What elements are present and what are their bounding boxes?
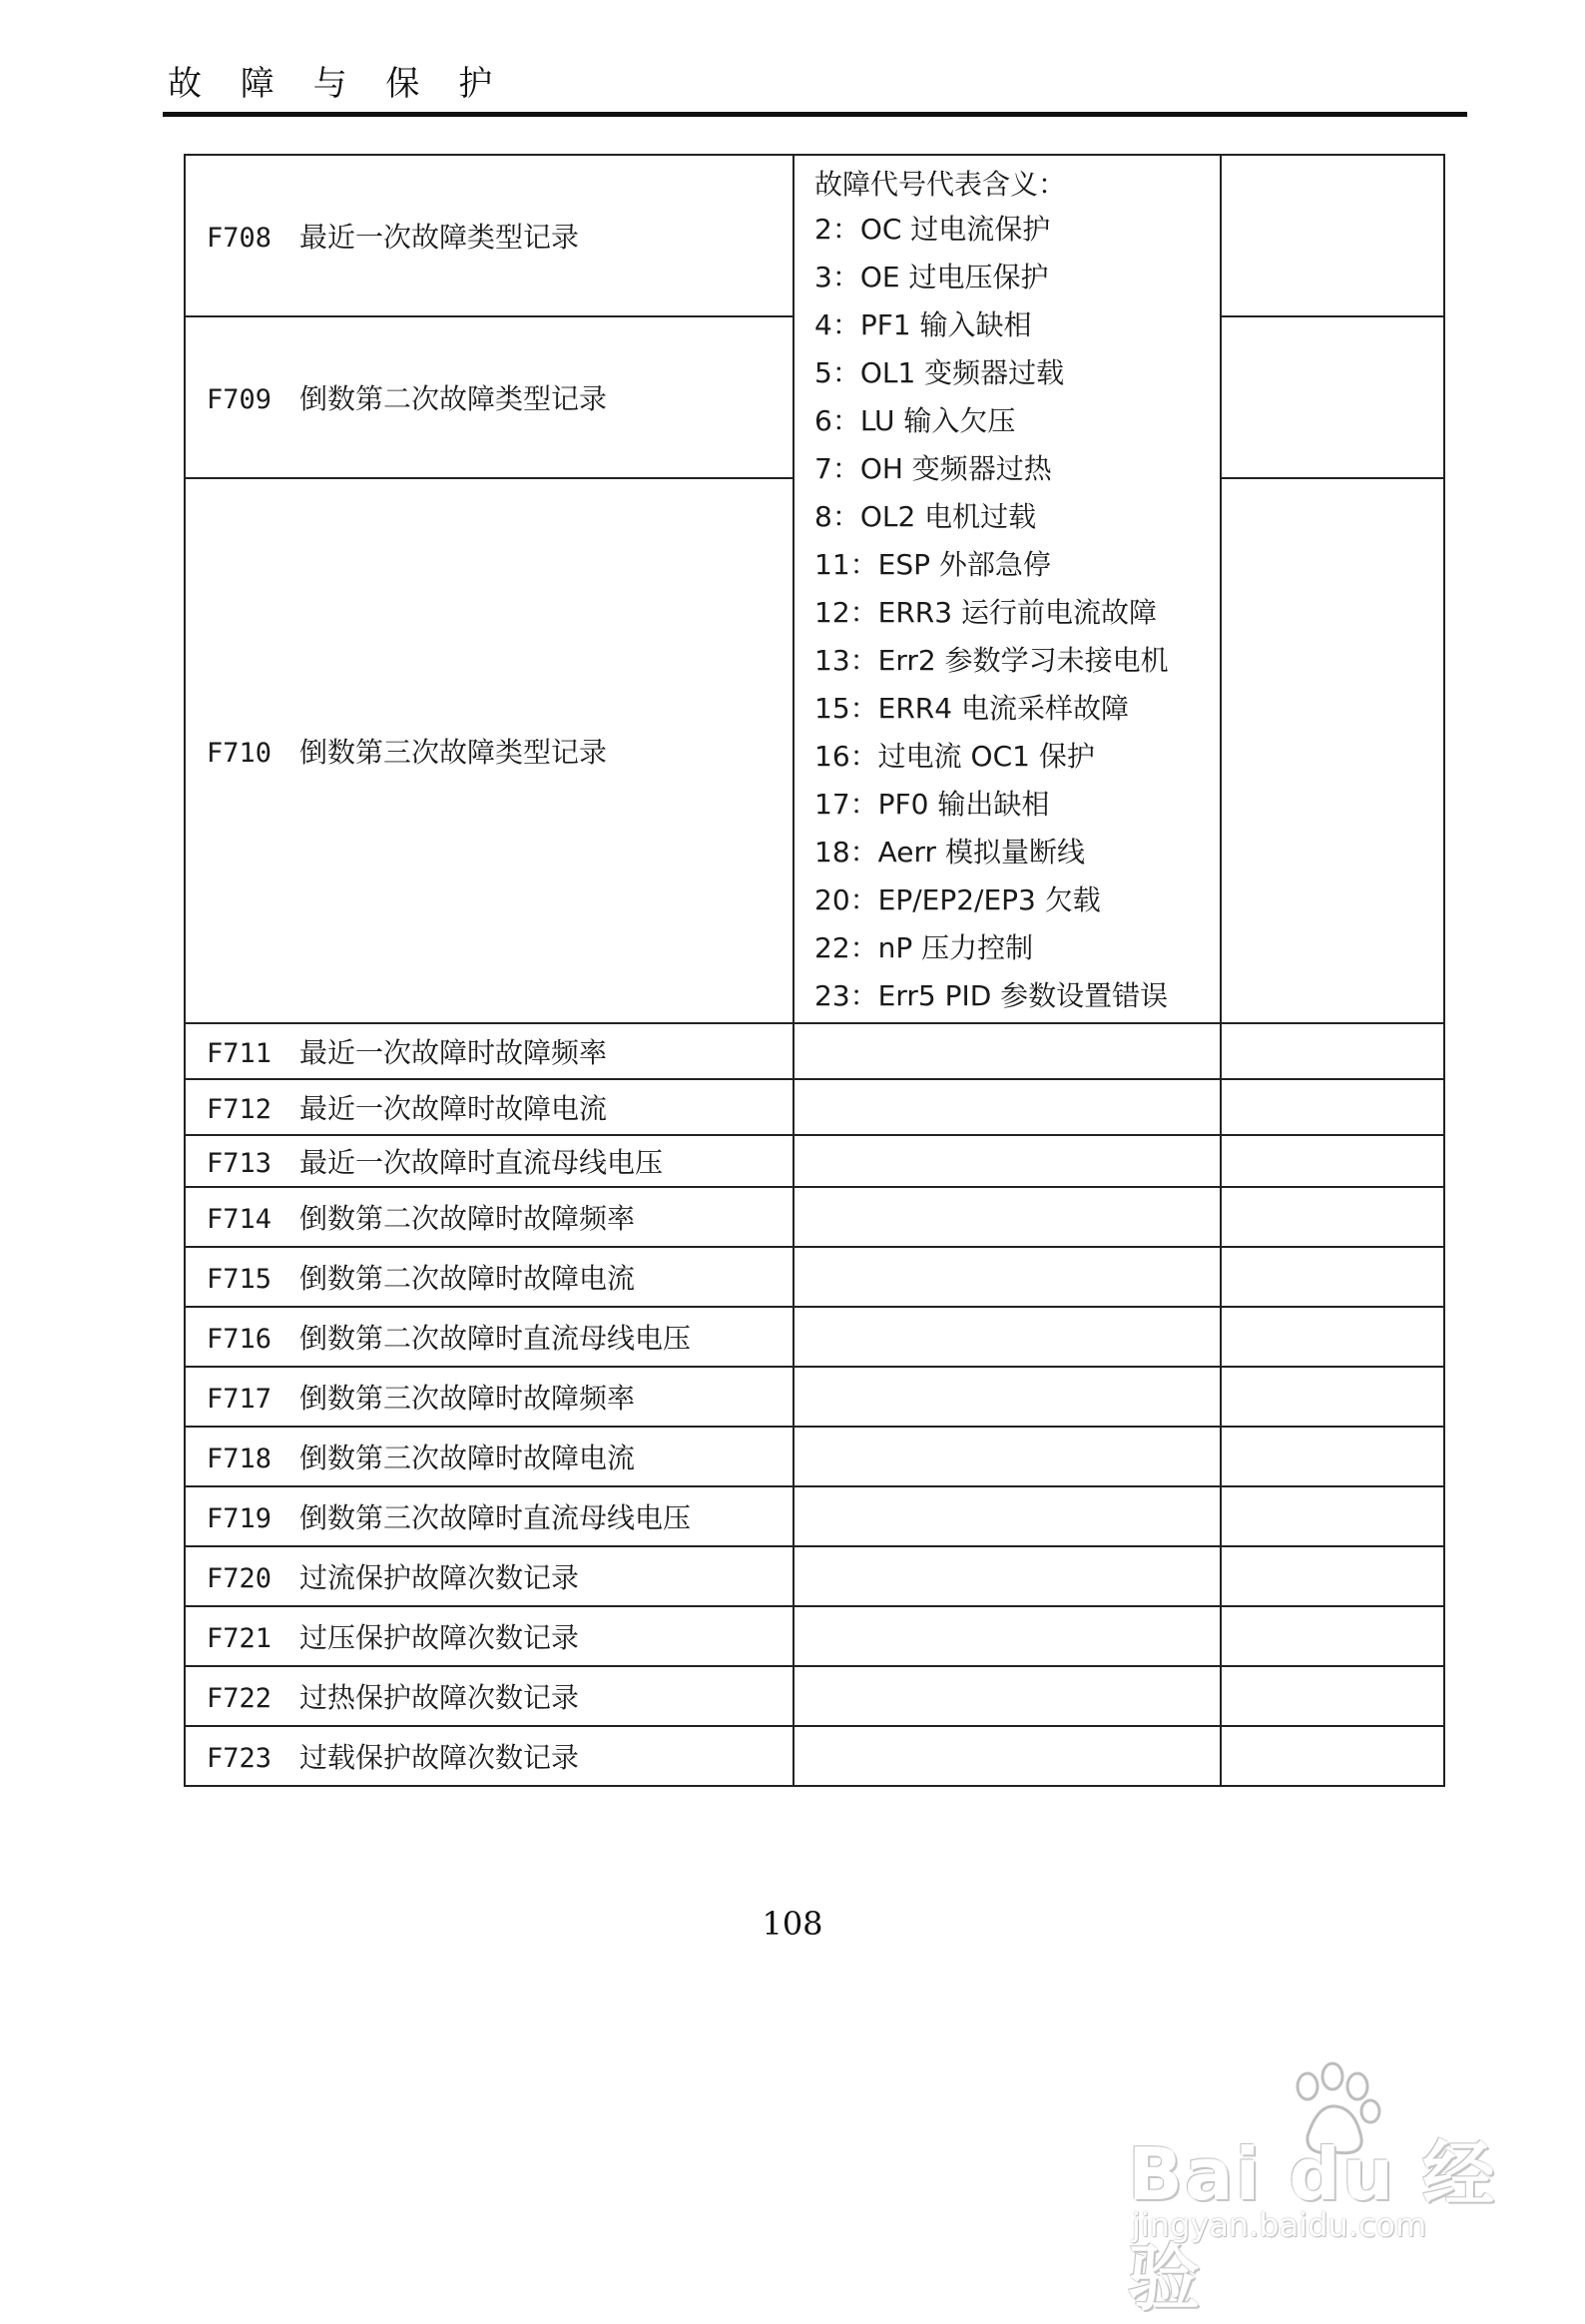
table-row: [185, 1079, 1444, 1135]
param-name: 最近一次故障时故障电流: [299, 1092, 608, 1125]
param-name: 过压保护故障次数记录: [299, 1621, 580, 1654]
table-row: [185, 1247, 1444, 1307]
param-code: F719: [207, 1503, 272, 1534]
empty-cell: [1221, 1307, 1444, 1367]
param-name-cell: [185, 1079, 793, 1135]
param-name-cell: [185, 1367, 793, 1427]
fault-legend-item: 11：ESP 外部急停: [814, 548, 1051, 581]
fault-legend-item: 23：Err5 PID 参数设置错误: [814, 979, 1169, 1012]
param-code: F720: [207, 1563, 272, 1594]
fault-legend-item: 12：ERR3 运行前电流故障: [814, 596, 1157, 629]
empty-cell: [793, 1079, 1221, 1135]
param-name: 倒数第三次故障时故障频率: [299, 1382, 636, 1415]
empty-cell: [1221, 1135, 1444, 1187]
param-code: F723: [207, 1743, 272, 1774]
param-code: F715: [207, 1264, 272, 1295]
param-name-cell: [185, 478, 793, 1023]
empty-cell: [1221, 1367, 1444, 1427]
watermark-brand: Bai du 经验: [1128, 2132, 1497, 2320]
param-name: 最近一次故障时故障频率: [299, 1036, 608, 1069]
param-code: F714: [207, 1204, 272, 1235]
param-name: 过热保护故障次数记录: [299, 1681, 580, 1714]
table-row: [185, 155, 1444, 316]
fault-legend-cell: [793, 155, 1221, 1023]
param-name-cell: [185, 1546, 793, 1606]
empty-cell: [1221, 1079, 1444, 1135]
fault-legend-title: 故障代号代表含义：: [814, 168, 1067, 201]
fault-legend-item: 4：PF1 输入缺相: [814, 308, 1032, 341]
param-code: F712: [207, 1094, 272, 1125]
param-name-cell: [185, 1486, 793, 1546]
param-name: 倒数第三次故障类型记录: [299, 736, 608, 769]
table-row: [185, 1367, 1444, 1427]
param-name: 过载保护故障次数记录: [299, 1741, 580, 1774]
param-name-cell: [185, 155, 793, 316]
param-name: 倒数第三次故障时故障电流: [299, 1442, 636, 1474]
table-row: [185, 1666, 1444, 1726]
fault-legend-item: 2：OC 过电流保护: [814, 213, 1051, 246]
fault-legend-item: 22：nP 压力控制: [814, 931, 1034, 964]
fault-legend-item: 3：OE 过电压保护: [814, 261, 1049, 293]
empty-cell: [1221, 1187, 1444, 1247]
param-name: 倒数第二次故障时直流母线电压: [299, 1322, 692, 1355]
watermark-url: jingyan.baidu.com: [1132, 2206, 1427, 2244]
fault-legend-item: 20：EP/EP2/EP3 欠载: [814, 883, 1101, 916]
param-name-cell: [185, 1666, 793, 1726]
param-name-cell: [185, 1307, 793, 1367]
table-row: [185, 1726, 1444, 1786]
param-code: F709: [207, 384, 272, 415]
empty-cell: [1221, 1546, 1444, 1606]
empty-cell: [1221, 1486, 1444, 1546]
empty-cell: [793, 1023, 1221, 1079]
table-row: [185, 1606, 1444, 1666]
fault-legend-item: 13：Err2 参数学习未接电机: [814, 644, 1169, 677]
fault-legend-item: 6：LU 输入欠压: [814, 404, 1016, 437]
param-name: 过流保护故障次数记录: [299, 1561, 580, 1594]
fault-legend-item: 5：OL1 变频器过载: [814, 356, 1065, 389]
param-code: F710: [207, 738, 272, 769]
empty-cell: [1221, 1023, 1444, 1079]
parameter-table: [184, 154, 1445, 1787]
empty-cell: [793, 1367, 1221, 1427]
empty-cell: [793, 1247, 1221, 1307]
param-name-cell: [185, 1187, 793, 1247]
fault-legend-item: 7：OH 变频器过热: [814, 452, 1052, 485]
empty-cell: [1221, 155, 1444, 316]
empty-cell: [793, 1307, 1221, 1367]
param-code: F721: [207, 1623, 272, 1654]
param-name: 倒数第三次故障时直流母线电压: [299, 1501, 692, 1534]
param-code: F718: [207, 1444, 272, 1474]
param-name-cell: [185, 1726, 793, 1786]
empty-cell: [793, 1666, 1221, 1726]
param-code: F708: [207, 223, 272, 254]
param-name: 倒数第二次故障时故障电流: [299, 1262, 636, 1295]
param-name-cell: [185, 316, 793, 478]
table-row: [185, 1187, 1444, 1247]
fault-legend-item: 15：ERR4 电流采样故障: [814, 692, 1129, 725]
table-row: [185, 1135, 1444, 1187]
empty-cell: [1221, 316, 1444, 478]
param-name-cell: [185, 1023, 793, 1079]
empty-cell: [793, 1135, 1221, 1187]
table-row: [185, 1486, 1444, 1546]
empty-cell: [1221, 1606, 1444, 1666]
empty-cell: [1221, 1247, 1444, 1307]
page-number: 108: [762, 1905, 823, 1943]
param-code: F717: [207, 1384, 272, 1415]
table-row: [185, 1023, 1444, 1079]
table-row: [185, 1546, 1444, 1606]
watermark-logo: [1128, 2056, 1517, 2320]
empty-cell: [793, 1546, 1221, 1606]
param-code: F716: [207, 1324, 272, 1355]
empty-cell: [1221, 1726, 1444, 1786]
param-name: 倒数第二次故障类型记录: [299, 382, 608, 415]
empty-cell: [793, 1486, 1221, 1546]
empty-cell: [1221, 478, 1444, 1023]
fault-legend-item: 8：OL2 电机过载: [814, 500, 1037, 533]
fault-legend-item: 17：PF0 输出缺相: [814, 788, 1050, 821]
param-name-cell: [185, 1606, 793, 1666]
empty-cell: [1221, 1666, 1444, 1726]
param-name: 倒数第二次故障时故障频率: [299, 1202, 636, 1235]
fault-legend-item: 18：Aerr 模拟量断线: [814, 836, 1085, 869]
fault-legend-item: 16：过电流 OC1 保护: [814, 740, 1095, 773]
param-name: 最近一次故障类型记录: [299, 221, 580, 254]
param-name-cell: [185, 1135, 793, 1187]
empty-cell: [793, 1187, 1221, 1247]
param-code: F711: [207, 1038, 272, 1069]
param-name-cell: [185, 1247, 793, 1307]
empty-cell: [793, 1726, 1221, 1786]
param-code: F713: [207, 1148, 272, 1179]
empty-cell: [1221, 1427, 1444, 1486]
empty-cell: [793, 1427, 1221, 1486]
param-code: F722: [207, 1683, 272, 1714]
section-title: 故 障 与 保 护: [168, 64, 507, 104]
header-divider: [163, 112, 1467, 117]
param-name-cell: [185, 1427, 793, 1486]
empty-cell: [793, 1606, 1221, 1666]
param-name: 最近一次故障时直流母线电压: [299, 1146, 664, 1179]
table-row: [185, 1307, 1444, 1367]
table-row: [185, 1427, 1444, 1486]
